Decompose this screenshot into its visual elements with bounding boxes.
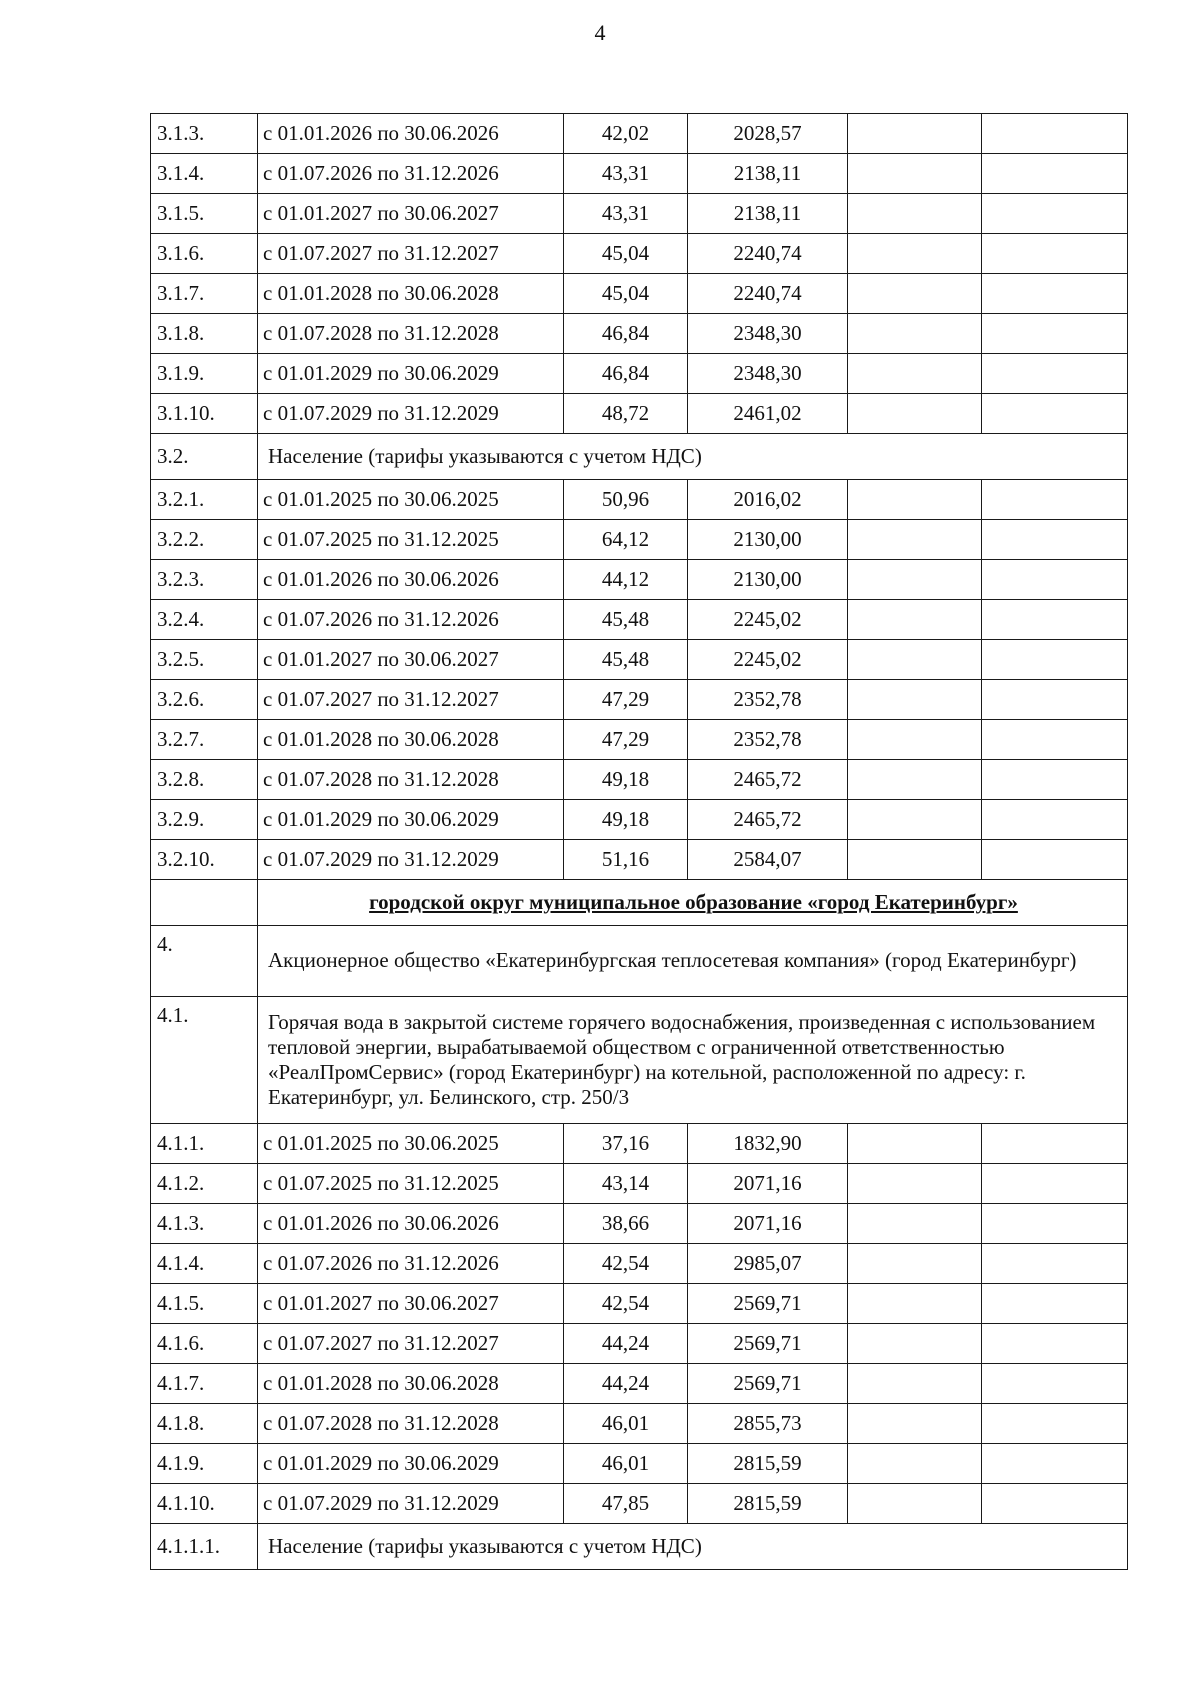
row-number: 3.1.5. (151, 194, 258, 234)
tariff-value-1: 46,84 (564, 314, 688, 354)
period-cell: с 01.07.2028 по 31.12.2028 (258, 1404, 564, 1444)
empty-cell (848, 640, 982, 680)
empty-cell (848, 354, 982, 394)
empty-cell (982, 1244, 1128, 1284)
empty-cell (982, 640, 1128, 680)
row-number: 3.2.9. (151, 800, 258, 840)
empty-cell (982, 680, 1128, 720)
tariff-value-2: 2071,16 (688, 1164, 848, 1204)
row-number: 3.2.8. (151, 760, 258, 800)
section-row (151, 434, 1128, 480)
period-cell: с 01.01.2026 по 30.06.2026 (258, 1204, 564, 1244)
tariff-value-2: 2815,59 (688, 1484, 848, 1524)
table-row (151, 394, 1128, 434)
period-cell: с 01.07.2028 по 31.12.2028 (258, 314, 564, 354)
empty-cell (982, 1484, 1128, 1524)
empty-cell (848, 154, 982, 194)
empty-cell (982, 1284, 1128, 1324)
table-row (151, 560, 1128, 600)
table-row (151, 1444, 1128, 1484)
table-row (151, 1404, 1128, 1444)
empty-cell (982, 560, 1128, 600)
empty-cell (848, 394, 982, 434)
row-number: 3.1.4. (151, 154, 258, 194)
empty-cell (848, 274, 982, 314)
table-row (151, 354, 1128, 394)
empty-cell (982, 1364, 1128, 1404)
tariff-value-1: 49,18 (564, 800, 688, 840)
row-number: 3.2.3. (151, 560, 258, 600)
section-number: 4.1. (151, 997, 258, 1124)
tariff-value-2: 2245,02 (688, 640, 848, 680)
empty-cell (848, 720, 982, 760)
period-cell: с 01.01.2029 по 30.06.2029 (258, 800, 564, 840)
row-number: 3.1.9. (151, 354, 258, 394)
period-cell: с 01.07.2027 по 31.12.2027 (258, 680, 564, 720)
row-number: 3.1.7. (151, 274, 258, 314)
tariff-value-2: 2016,02 (688, 480, 848, 520)
row-number: 3.1.10. (151, 394, 258, 434)
empty-cell (848, 520, 982, 560)
table-row (151, 314, 1128, 354)
empty-cell (848, 1244, 982, 1284)
empty-cell (848, 1444, 982, 1484)
tariff-value-1: 45,04 (564, 234, 688, 274)
tariff-value-1: 45,48 (564, 600, 688, 640)
tariff-value-2: 2461,02 (688, 394, 848, 434)
tariff-value-2: 2240,74 (688, 274, 848, 314)
table-row (151, 1204, 1128, 1244)
empty-cell (982, 194, 1128, 234)
row-number: 4.1.1. (151, 1124, 258, 1164)
empty-cell (982, 1404, 1128, 1444)
period-cell: с 01.01.2029 по 30.06.2029 (258, 1444, 564, 1484)
empty-cell (848, 1284, 982, 1324)
empty-cell (848, 1404, 982, 1444)
row-number: 4.1.6. (151, 1324, 258, 1364)
row-number: 4.1.7. (151, 1364, 258, 1404)
row-number: 3.1.6. (151, 234, 258, 274)
tariff-value-2: 2352,78 (688, 720, 848, 760)
tariff-value-2: 2348,30 (688, 314, 848, 354)
tariff-value-2: 2240,74 (688, 234, 848, 274)
table-row (151, 680, 1128, 720)
tariff-rows-4-1 (151, 1124, 1128, 1524)
tariff-value-2: 2855,73 (688, 1404, 848, 1444)
tariff-value-1: 38,66 (564, 1204, 688, 1244)
section-3-2 (151, 434, 1128, 480)
table-row (151, 1484, 1128, 1524)
empty-cell (982, 1124, 1128, 1164)
empty-cell (848, 114, 982, 154)
empty-cell (982, 394, 1128, 434)
empty-cell (982, 154, 1128, 194)
period-cell: с 01.01.2026 по 30.06.2026 (258, 114, 564, 154)
tariff-value-1: 42,54 (564, 1284, 688, 1324)
section-number: 3.2. (151, 434, 258, 480)
tariff-value-2: 2138,11 (688, 194, 848, 234)
empty-cell (848, 1484, 982, 1524)
empty-cell (982, 800, 1128, 840)
tariff-value-1: 42,54 (564, 1244, 688, 1284)
row-number: 3.2.10. (151, 840, 258, 880)
period-cell: с 01.07.2028 по 31.12.2028 (258, 760, 564, 800)
period-cell: с 01.07.2025 по 31.12.2025 (258, 1164, 564, 1204)
row-number: 3.2.2. (151, 520, 258, 560)
tariff-value-2: 2569,71 (688, 1284, 848, 1324)
table-row (151, 720, 1128, 760)
empty-number-cell (151, 880, 258, 926)
period-cell: с 01.01.2029 по 30.06.2029 (258, 354, 564, 394)
tariff-value-2: 2815,59 (688, 1444, 848, 1484)
table-row (151, 194, 1128, 234)
tariff-value-2: 2028,57 (688, 114, 848, 154)
tariff-value-1: 47,85 (564, 1484, 688, 1524)
period-cell: с 01.07.2029 по 31.12.2029 (258, 840, 564, 880)
tariff-value-2: 2138,11 (688, 154, 848, 194)
section-title: Население (тарифы указываются с учетом НДС) (258, 1524, 1128, 1570)
tariff-value-2: 2465,72 (688, 800, 848, 840)
tariff-value-2: 2465,72 (688, 760, 848, 800)
empty-cell (848, 600, 982, 640)
row-number: 3.1.3. (151, 114, 258, 154)
empty-cell (982, 840, 1128, 880)
table-row (151, 154, 1128, 194)
empty-cell (982, 314, 1128, 354)
section-number: 4.1.1.1. (151, 1524, 258, 1570)
section-4-1-1-1 (151, 1524, 1128, 1570)
empty-cell (848, 560, 982, 600)
empty-cell (982, 234, 1128, 274)
tariff-value-1: 45,48 (564, 640, 688, 680)
tariff-rows-3-2 (151, 480, 1128, 880)
period-cell: с 01.01.2027 по 30.06.2027 (258, 640, 564, 680)
empty-cell (848, 1364, 982, 1404)
period-cell: с 01.07.2026 по 31.12.2026 (258, 1244, 564, 1284)
tariff-value-2: 2569,71 (688, 1364, 848, 1404)
period-cell: с 01.01.2025 по 30.06.2025 (258, 480, 564, 520)
period-cell: с 01.07.2029 по 31.12.2029 (258, 394, 564, 434)
tariff-value-1: 51,16 (564, 840, 688, 880)
empty-cell (982, 600, 1128, 640)
empty-cell (982, 480, 1128, 520)
empty-cell (982, 1204, 1128, 1244)
period-cell: с 01.07.2026 по 31.12.2026 (258, 154, 564, 194)
tariff-value-1: 42,02 (564, 114, 688, 154)
period-cell: с 01.07.2029 по 31.12.2029 (258, 1484, 564, 1524)
empty-cell (982, 354, 1128, 394)
empty-cell (848, 760, 982, 800)
empty-cell (982, 114, 1128, 154)
empty-cell (848, 234, 982, 274)
tariff-value-1: 47,29 (564, 680, 688, 720)
table-row (151, 1284, 1128, 1324)
tariff-table-container (150, 113, 1127, 1570)
organization-name: Акционерное общество «Екатеринбургская теплосетевая компания» (город Екатеринбург) (258, 926, 1128, 997)
tariff-value-1: 43,31 (564, 194, 688, 234)
period-cell: с 01.01.2027 по 30.06.2027 (258, 1284, 564, 1324)
tariff-value-2: 2584,07 (688, 840, 848, 880)
empty-cell (982, 1324, 1128, 1364)
empty-cell (982, 1164, 1128, 1204)
empty-cell (848, 1324, 982, 1364)
row-number: 3.2.5. (151, 640, 258, 680)
period-cell: с 01.07.2026 по 31.12.2026 (258, 600, 564, 640)
period-cell: с 01.07.2027 по 31.12.2027 (258, 234, 564, 274)
table-row (151, 1124, 1128, 1164)
period-cell: с 01.07.2027 по 31.12.2027 (258, 1324, 564, 1364)
row-number: 4.1.3. (151, 1204, 258, 1244)
tariff-value-1: 49,18 (564, 760, 688, 800)
table-row (151, 274, 1128, 314)
tariff-value-1: 50,96 (564, 480, 688, 520)
row-number: 4.1.5. (151, 1284, 258, 1324)
period-cell: с 01.01.2028 по 30.06.2028 (258, 720, 564, 760)
tariff-value-2: 2130,00 (688, 560, 848, 600)
empty-cell (982, 274, 1128, 314)
tariff-value-1: 43,31 (564, 154, 688, 194)
empty-cell (982, 520, 1128, 560)
tariff-value-2: 1832,90 (688, 1124, 848, 1164)
table-row (151, 1244, 1128, 1284)
table-row (151, 1364, 1128, 1404)
tariff-value-1: 43,14 (564, 1164, 688, 1204)
tariff-value-2: 2071,16 (688, 1204, 848, 1244)
tariff-value-2: 2245,02 (688, 600, 848, 640)
tariff-value-1: 46,01 (564, 1404, 688, 1444)
period-cell: с 01.01.2027 по 30.06.2027 (258, 194, 564, 234)
row-number: 4.1.2. (151, 1164, 258, 1204)
empty-cell (848, 194, 982, 234)
table-row (151, 234, 1128, 274)
empty-cell (848, 680, 982, 720)
period-cell: с 01.01.2028 по 30.06.2028 (258, 274, 564, 314)
row-number: 4.1.4. (151, 1244, 258, 1284)
tariff-value-1: 64,12 (564, 520, 688, 560)
section-row (151, 1524, 1128, 1570)
period-cell: с 01.07.2025 по 31.12.2025 (258, 520, 564, 560)
row-number: 3.2.6. (151, 680, 258, 720)
period-cell: с 01.01.2026 по 30.06.2026 (258, 560, 564, 600)
table-row (151, 760, 1128, 800)
table-row (151, 1324, 1128, 1364)
tariff-value-2: 2130,00 (688, 520, 848, 560)
tariff-value-1: 47,29 (564, 720, 688, 760)
municipality-heading: городской округ муниципальное образование «город Екатеринбург» (258, 880, 1128, 926)
row-number: 3.2.1. (151, 480, 258, 520)
table-row (151, 640, 1128, 680)
section-title: Население (тарифы указываются с учетом НДС) (258, 434, 1128, 480)
empty-cell (982, 760, 1128, 800)
empty-cell (848, 840, 982, 880)
tariff-value-1: 45,04 (564, 274, 688, 314)
table-row (151, 600, 1128, 640)
row-number: 4.1.9. (151, 1444, 258, 1484)
row-number: 3.2.7. (151, 720, 258, 760)
empty-cell (848, 1124, 982, 1164)
table-row (151, 114, 1128, 154)
empty-cell (848, 800, 982, 840)
table-row (151, 520, 1128, 560)
tariff-value-1: 44,24 (564, 1364, 688, 1404)
table-row (151, 800, 1128, 840)
empty-cell (982, 720, 1128, 760)
empty-cell (982, 1444, 1128, 1484)
table-row (151, 840, 1128, 880)
empty-cell (848, 314, 982, 354)
row-number: 4.1.10. (151, 1484, 258, 1524)
row-number: 3.2.4. (151, 600, 258, 640)
tariff-value-1: 37,16 (564, 1124, 688, 1164)
empty-cell (848, 480, 982, 520)
tariff-value-1: 44,12 (564, 560, 688, 600)
service-description: Горячая вода в закрытой системе горячего водоснабжения, произведенная с использованием тепловой энергии, вырабатываемой обществом с ограниченной ответственностью «РеалПромСервис» (город Екатеринбург) на котельной, расположенной по адресу: г. Екатеринбург, ул. Белинского, стр. 250/3 (258, 997, 1128, 1124)
tariff-value-1: 46,01 (564, 1444, 688, 1484)
empty-cell (848, 1164, 982, 1204)
tariff-value-2: 2569,71 (688, 1324, 848, 1364)
page-number: 4 (594, 20, 606, 45)
table-row (151, 480, 1128, 520)
period-cell: с 01.01.2028 по 30.06.2028 (258, 1364, 564, 1404)
row-number: 3.1.8. (151, 314, 258, 354)
municipality-row (151, 880, 1128, 926)
table-row (151, 1164, 1128, 1204)
tariff-value-1: 44,24 (564, 1324, 688, 1364)
tariff-value-1: 48,72 (564, 394, 688, 434)
tariff-value-2: 2348,30 (688, 354, 848, 394)
municipality-section (151, 880, 1128, 1124)
period-cell: с 01.01.2025 по 30.06.2025 (258, 1124, 564, 1164)
row-number: 4.1.8. (151, 1404, 258, 1444)
tariff-value-1: 46,84 (564, 354, 688, 394)
tariff-rows-3-1 (151, 114, 1128, 434)
tariff-table (150, 113, 1128, 1570)
tariff-value-2: 2985,07 (688, 1244, 848, 1284)
section-number: 4. (151, 926, 258, 997)
section-row (151, 926, 1128, 997)
empty-cell (848, 1204, 982, 1244)
tariff-value-2: 2352,78 (688, 680, 848, 720)
section-row (151, 997, 1128, 1124)
